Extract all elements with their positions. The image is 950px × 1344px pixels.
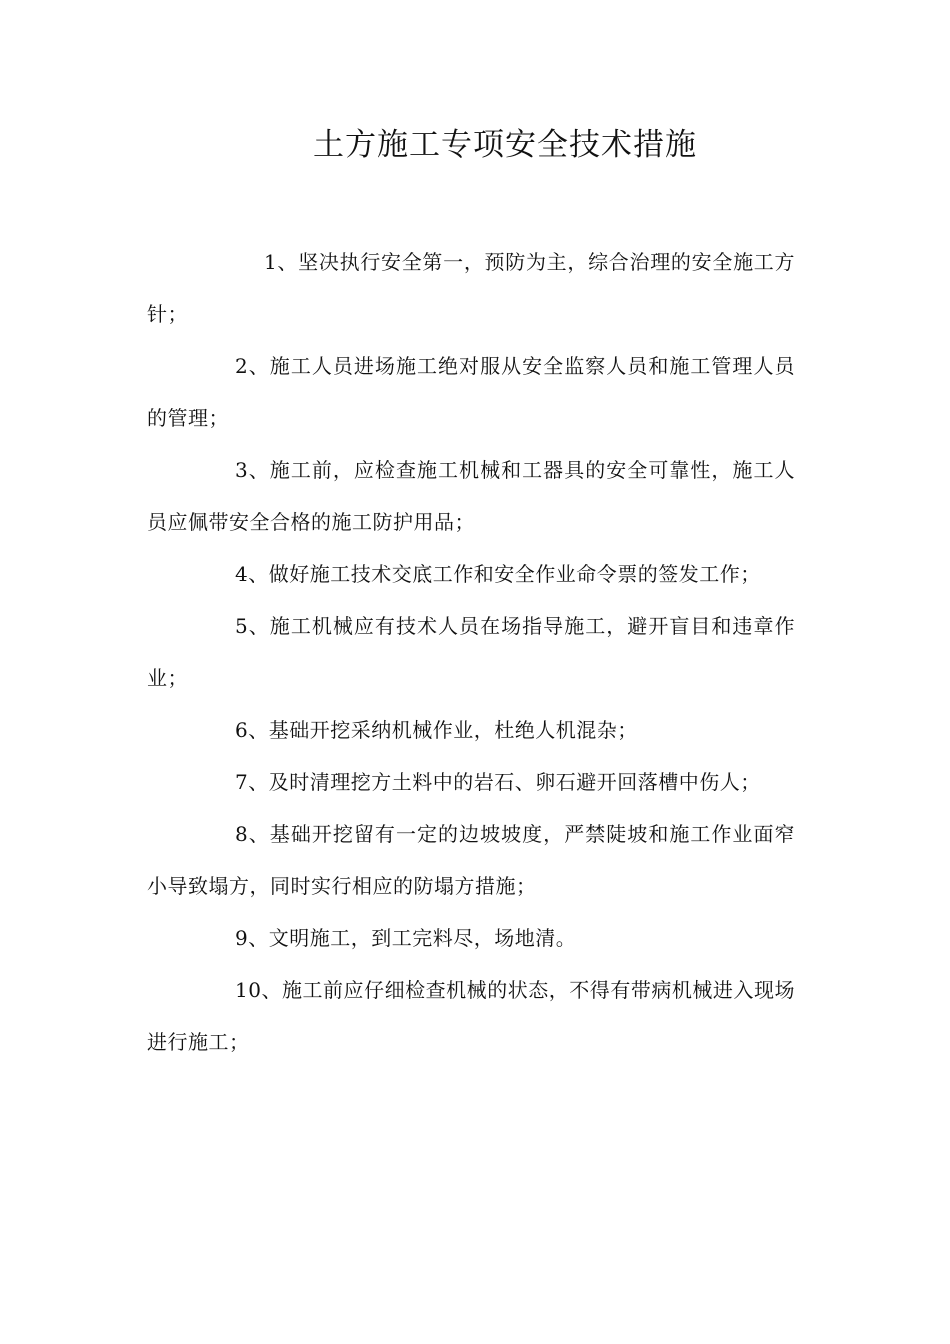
paragraph-4: 4、做好施工技术交底工作和安全作业命令票的签发工作； — [235, 562, 761, 586]
paragraph-10: 10、施工前应仔细检查机械的状态，不得有带病机械进入现场进行施工； — [147, 978, 795, 1054]
paragraph-2: 2、施工人员进场施工绝对服从安全监察人员和施工管理人员的管理； — [147, 354, 795, 430]
paragraph-3: 3、施工前，应检查施工机械和工器具的安全可靠性，施工人员应佩带安全合格的施工防护用品； — [147, 458, 795, 534]
document-body — [147, 236, 795, 1068]
paragraph-5: 5、施工机械应有技术人员在场指导施工，避开盲目和违章作业； — [147, 614, 795, 690]
paragraph-6: 6、基础开挖采纳机械作业，杜绝人机混杂； — [235, 718, 638, 742]
paragraph-1: 1、坚决执行安全第一，预防为主，综合治理的安全施工方针； — [147, 250, 795, 326]
document-title: 土方施工专项安全技术措施 — [313, 127, 697, 163]
paragraph-9: 9、文明施工，到工完料尽，场地清。 — [235, 926, 577, 950]
paragraph-8: 8、基础开挖留有一定的边坡坡度，严禁陡坡和施工作业面窄小导致塌方，同时实行相应的防塌方措施； — [147, 822, 795, 898]
paragraph-7: 7、及时清理挖方土料中的岩石、卵石避开回落槽中伤人； — [235, 770, 761, 794]
